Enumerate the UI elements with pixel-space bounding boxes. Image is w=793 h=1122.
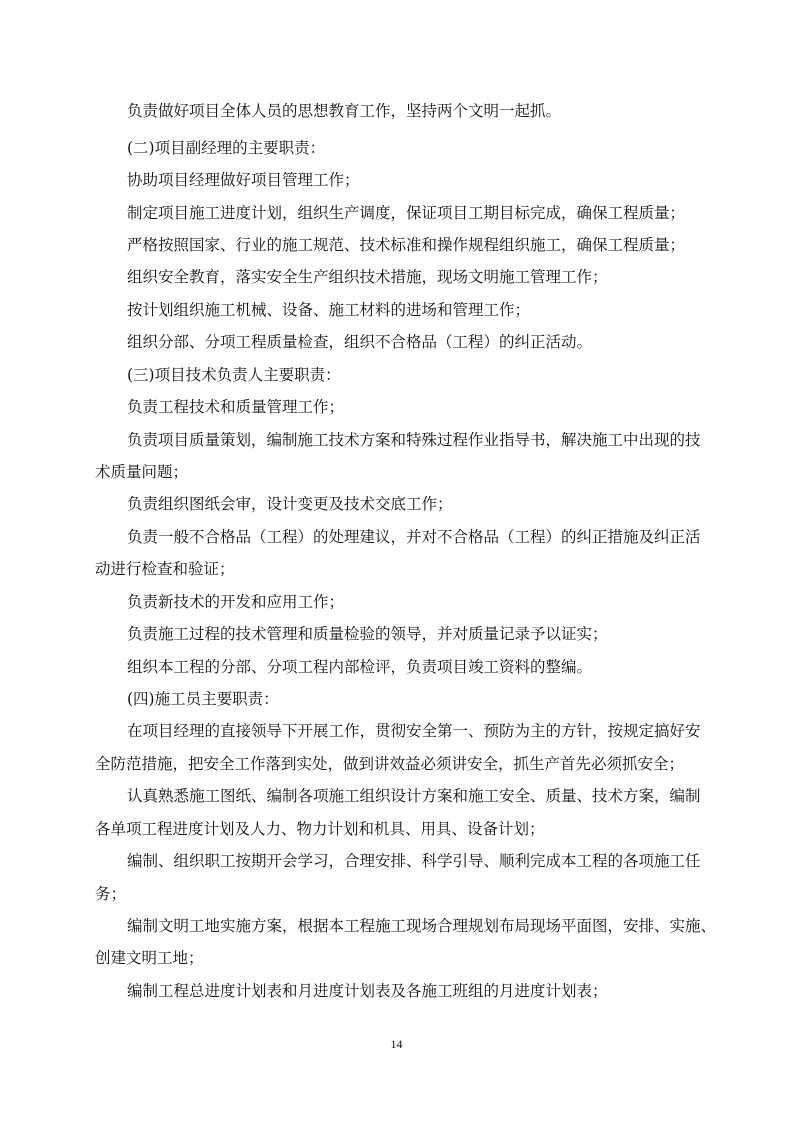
text-line: 在项目经理的直接领导下开展工作，贯彻安全第一、预防为主的方针，按规定搞好安 xyxy=(127,722,701,740)
text-line: 创建文明工地； xyxy=(95,949,204,967)
text-line: 协助项目经理做好项目管理工作； xyxy=(127,171,360,189)
text-line: 全防范措施，把安全工作落到实处，做到讲效益必须讲安全，抓生产首先必须抓安全； xyxy=(95,755,685,773)
text-line: 各单项工程进度计划及人力、物力计划和机具、用具、设备计划； xyxy=(95,820,545,838)
text-line: 动进行检查和验证； xyxy=(95,560,235,578)
text-line: 负责一般不合格品（工程）的处理建议，并对不合格品（工程）的纠正措施及纠正活 xyxy=(127,528,701,546)
text-line: 负责组织图纸会审，设计变更及技术交底工作； xyxy=(127,495,453,513)
section-heading: (四)施工员主要职责： xyxy=(127,690,279,708)
text-line: 负责工程技术和质量管理工作； xyxy=(127,398,345,416)
text-line: 负责做好项目全体人员的思想教育工作，坚持两个文明一起抓。 xyxy=(127,102,562,120)
page-number: 14 xyxy=(390,1037,403,1051)
text-line: 务； xyxy=(95,885,127,903)
text-line: 负责项目质量策划，编制施工技术方案和特殊过程作业指导书，解决施工中出现的技 xyxy=(127,431,701,449)
text-line: 编制工程总进度计划表和月进度计划表及各施工班组的月进度计划表； xyxy=(127,982,608,1000)
text-line: 编制文明工地实施方案，根据本工程施工现场合理规划布局现场平面图，安排、实施、 xyxy=(127,917,717,935)
text-line: 严格按照国家、行业的施工规范、技术标准和操作规程组织施工，确保工程质量； xyxy=(127,236,686,254)
text-line: 组织本工程的分部、分项工程内部检评，负责项目竣工资料的整编。 xyxy=(127,658,593,676)
text-line: 术质量问题； xyxy=(95,463,189,481)
section-heading: (二)项目副经理的主要职责： xyxy=(127,139,326,157)
text-line: 认真熟悉施工图纸、编制各项施工组织设计方案和施工安全、质量、技术方案，编制 xyxy=(127,787,701,805)
text-line: 负责施工过程的技术管理和质量检验的领导，并对质量记录予以证实； xyxy=(127,625,608,643)
text-line: 编制、组织职工按期开会学习，合理安排、科学引导、顺利完成本工程的各项施工任 xyxy=(127,852,701,870)
text-line: 组织分部、分项工程质量检查，组织不合格品（工程）的纠正活动。 xyxy=(127,333,593,351)
text-line: 负责新技术的开发和应用工作； xyxy=(127,593,345,611)
text-line: 按计划组织施工机械、设备、施工材料的进场和管理工作； xyxy=(127,301,531,319)
text-line: 制定项目施工进度计划，组织生产调度，保证项目工期目标完成，确保工程质量； xyxy=(127,204,686,222)
text-line: 组织安全教育，落实安全生产组织技术措施，现场文明施工管理工作； xyxy=(127,268,608,286)
section-heading: (三)项目技术负责人主要职责： xyxy=(127,366,341,384)
